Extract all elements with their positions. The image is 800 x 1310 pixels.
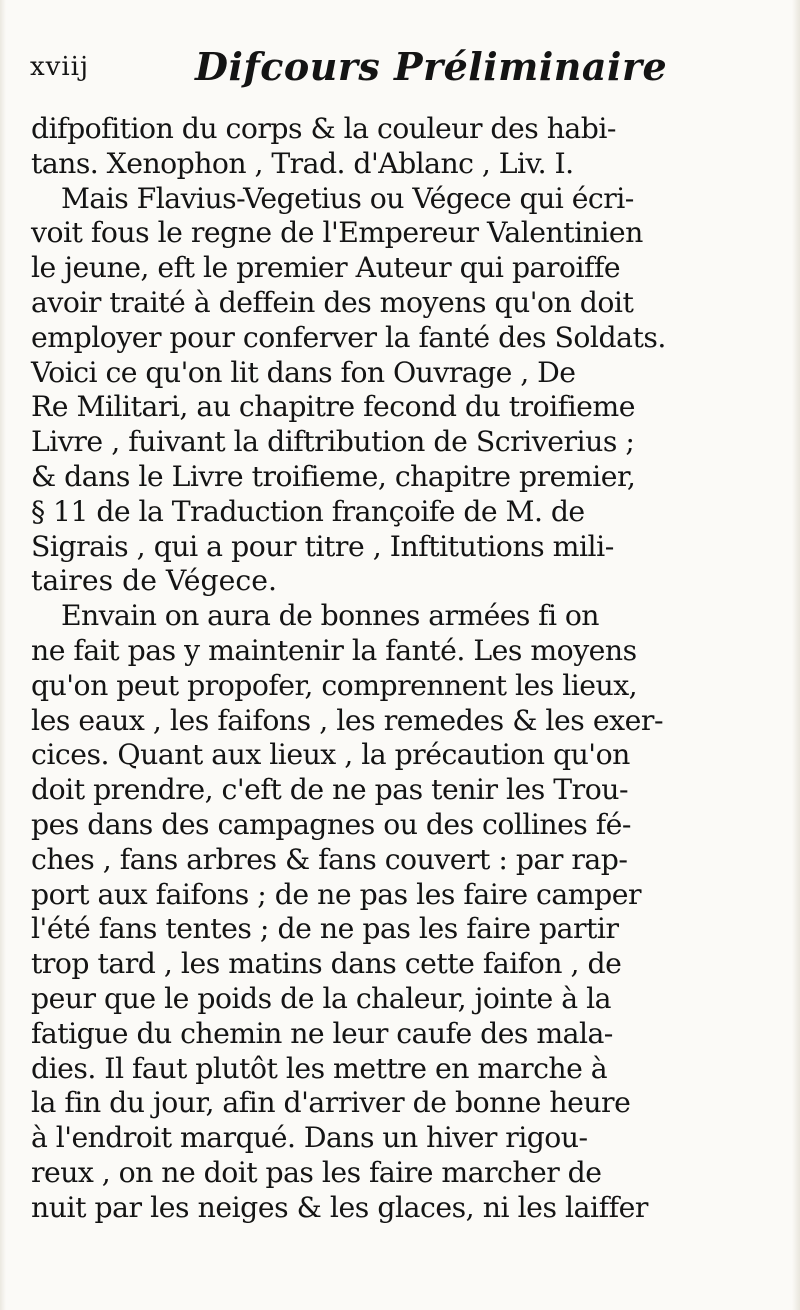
- text-line: dies. Il faut plutôt les mettre en marche à: [31, 1051, 608, 1085]
- text-line: Re Militari, au chapitre fecond du troifieme: [31, 390, 635, 424]
- page-header: [30, 38, 770, 98]
- text-line: les eaux , les faifons , les remedes & les exer-: [31, 703, 664, 737]
- text-line: taires de Végece.: [31, 564, 277, 598]
- text-line: Sigrais , qui a pour titre , Inftitutions mili-: [31, 529, 614, 563]
- text-line: employer pour conferver la fanté des Soldats.: [31, 320, 666, 354]
- text-line: Livre , fuivant la diftribution de Scriverius ;: [31, 425, 635, 459]
- text-line: pes dans des campagnes ou des collines fé-: [31, 807, 631, 841]
- text-line: § 11 de la Traduction françoife de M. de: [31, 494, 585, 528]
- text-line: difpofition du corps & la couleur des habi-: [31, 112, 616, 145]
- page-edge-shadow: [792, 0, 800, 1310]
- text-line: port aux faifons ; de ne pas les faire camper: [31, 877, 641, 911]
- text-line: voit fous le regne de l'Empereur Valentinien: [31, 216, 643, 250]
- text-line: ne fait pas y maintenir la fanté. Les moyens: [31, 633, 637, 667]
- text-line: le jeune, eft le premier Auteur qui paroiffe: [31, 251, 621, 285]
- text-line: & dans le Livre troifieme, chapitre premier,: [31, 459, 636, 493]
- text-line: ches , fans arbres & fans couvert : par rap-: [31, 842, 628, 876]
- text-line: fatigue du chemin ne leur caufe des mala-: [31, 1016, 613, 1050]
- text-line: à l'endroit marqué. Dans un hiver rigou-: [31, 1121, 588, 1155]
- text-line: nuit par les neiges & les glaces, ni les laiffer: [31, 1190, 648, 1224]
- text-line: avoir traité à deffein des moyens qu'on doit: [31, 285, 634, 319]
- running-title: Difcours Préliminaire: [195, 44, 668, 89]
- text-line: trop tard , les matins dans cette faifon , de: [31, 947, 622, 981]
- page-number: xviij: [30, 52, 90, 82]
- text-line: reux , on ne doit pas les faire marcher de: [31, 1155, 602, 1189]
- text-line: doit prendre, c'eft de ne pas tenir les Trou-: [31, 773, 629, 807]
- text-line: Voici ce qu'on lit dans fon Ouvrage , De: [31, 355, 576, 389]
- text-line: cices. Quant aux lieux , la précaution qu'on: [31, 738, 630, 772]
- text-line: tans. Xenophon , Trad. d'Ablanc , Liv. I.: [31, 146, 574, 180]
- text-line: l'été fans tentes ; de ne pas les faire partir: [31, 912, 619, 946]
- text-line: Mais Flavius-Vegetius ou Végece qui écri-: [61, 181, 634, 215]
- page-gutter-shadow: [0, 0, 6, 1310]
- text-line: qu'on peut propofer, comprennent les lieux,: [31, 668, 638, 702]
- body-text: [31, 112, 791, 1226]
- text-line: la fin du jour, afin d'arriver de bonne heure: [31, 1086, 631, 1120]
- text-line: Envain on aura de bonnes armées fi on: [61, 599, 599, 633]
- text-line: peur que le poids de la chaleur, jointe à la: [31, 981, 611, 1015]
